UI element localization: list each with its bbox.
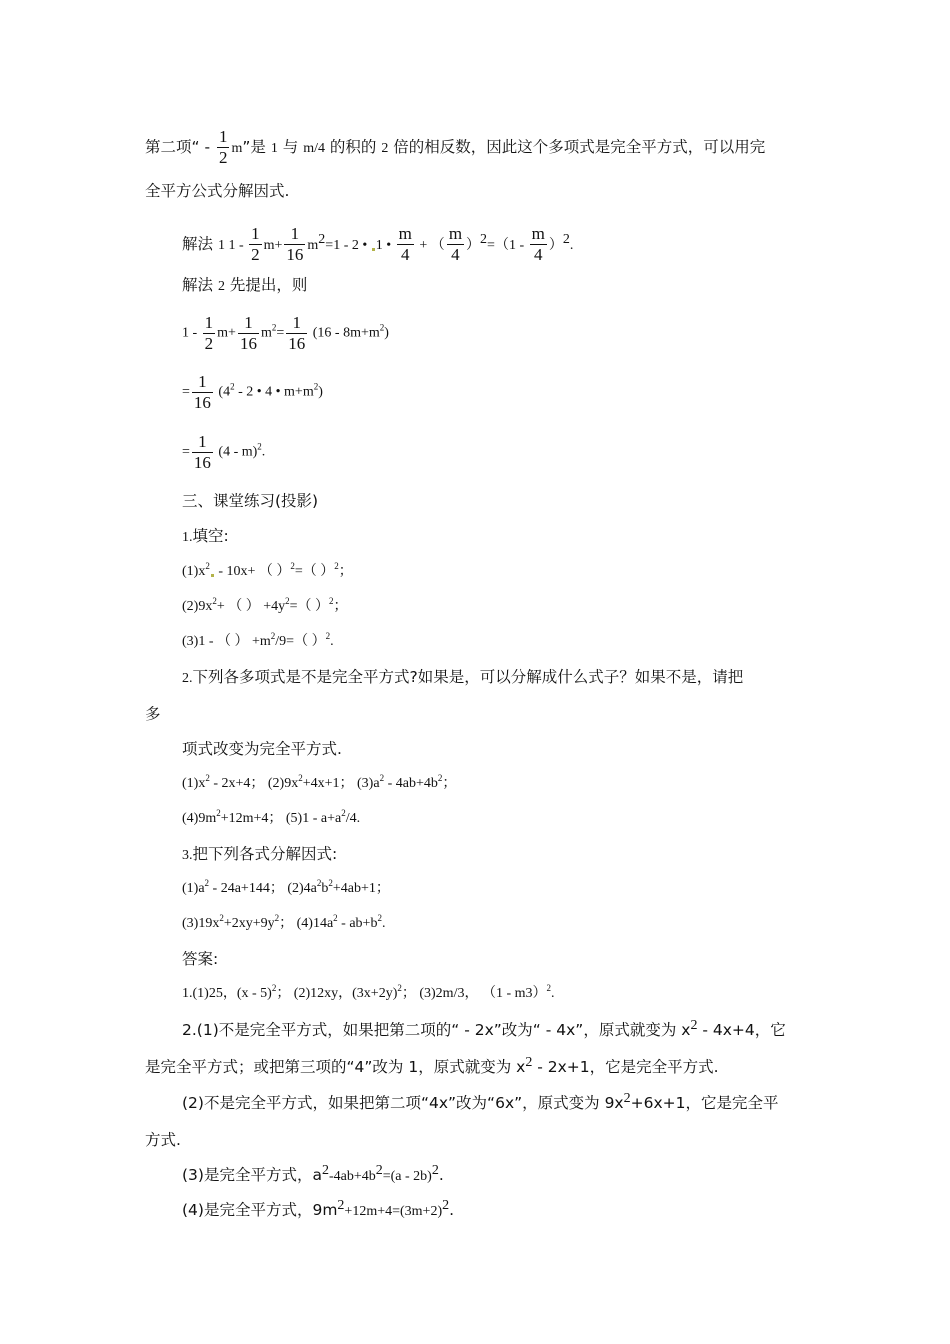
denominator: 2 bbox=[218, 148, 228, 167]
denominator: 16 bbox=[193, 453, 211, 472]
text-segment: 解法 bbox=[182, 276, 218, 294]
text-segment: 1.(1)25，(x - 5) bbox=[182, 986, 272, 1001]
numerator: 1 bbox=[292, 313, 302, 332]
denominator: 16 bbox=[239, 334, 257, 353]
text-segment: . bbox=[381, 916, 386, 931]
text-segment: = bbox=[182, 444, 190, 460]
text-segment: =（1 - bbox=[487, 238, 528, 253]
text-segment: ； bbox=[338, 564, 353, 579]
answer-2-1-line-2 bbox=[145, 1057, 719, 1077]
superscript: 2 bbox=[437, 773, 443, 783]
fraction bbox=[286, 313, 307, 354]
superscript: 2 bbox=[375, 1163, 383, 1178]
text-segment: 是完全平方式；或把第三项的“4”改为 1，原式就变为 x bbox=[145, 1058, 526, 1076]
numerator: 1 bbox=[198, 372, 207, 391]
method-1-line bbox=[182, 224, 573, 265]
text-segment: . bbox=[449, 1201, 455, 1219]
superscript: 2 bbox=[257, 441, 262, 452]
superscript: 2 bbox=[325, 631, 331, 641]
denominator: 16 bbox=[286, 245, 304, 264]
fraction bbox=[203, 313, 216, 354]
text-segment: 把下列各式分解因式: bbox=[192, 845, 338, 863]
numerator: 1 bbox=[251, 224, 260, 243]
text-segment: 先提出，则 bbox=[224, 276, 308, 294]
text-segment: ； (2)12xy，(3x+2y) bbox=[276, 986, 398, 1001]
text-segment: 1 • bbox=[375, 238, 395, 253]
text-segment: (1)x bbox=[182, 776, 206, 791]
superscript: 2 bbox=[546, 983, 552, 993]
text-segment: (4 bbox=[214, 384, 231, 400]
text-segment: = bbox=[182, 384, 190, 400]
answer-2-2-line-1 bbox=[182, 1093, 778, 1113]
text-segment: - ab+b bbox=[337, 916, 378, 931]
text-segment: + （ bbox=[415, 238, 445, 253]
denominator: 16 bbox=[193, 393, 211, 412]
text-segment: = bbox=[276, 325, 285, 341]
superscript: 2 bbox=[690, 1018, 698, 1033]
text-segment: - 2x+1，它是完全平方式. bbox=[532, 1058, 719, 1076]
superscript: 2 bbox=[318, 232, 326, 247]
superscript: 2 bbox=[431, 1163, 439, 1178]
method-2-title bbox=[182, 275, 307, 297]
superscript: 2 bbox=[204, 878, 210, 888]
fraction bbox=[192, 372, 213, 413]
text-segment: 1. bbox=[182, 530, 193, 545]
numerator: 1 bbox=[198, 432, 207, 451]
question-2-title-continued-2: 项式改变为完全平方式. bbox=[182, 740, 342, 758]
superscript: 2 bbox=[379, 322, 385, 333]
superscript: 2 bbox=[316, 878, 322, 888]
superscript: 2 bbox=[480, 232, 488, 247]
text-segment: ) bbox=[318, 384, 323, 400]
text-segment: =(a - 2b) bbox=[382, 1169, 432, 1184]
question-2-items-line-2 bbox=[182, 809, 360, 829]
superscript: 2 bbox=[216, 808, 221, 818]
question-2-title bbox=[182, 667, 743, 689]
text-segment: (1)x bbox=[182, 564, 206, 579]
text-segment: b bbox=[321, 881, 329, 896]
fraction bbox=[284, 224, 305, 265]
superscript: 2 bbox=[442, 1198, 450, 1213]
fraction bbox=[447, 224, 464, 265]
numerator: 1 bbox=[204, 313, 214, 332]
fraction bbox=[238, 313, 259, 354]
text-segment: =（ ） bbox=[294, 564, 335, 579]
question-3-items-line-2 bbox=[182, 914, 385, 934]
text-segment: 1 bbox=[270, 141, 278, 156]
text-segment: +6x+1，它是完全平 bbox=[630, 1094, 779, 1112]
text-segment: (16 - 8m+m bbox=[309, 325, 380, 341]
text-segment: /9=（ ） bbox=[275, 634, 326, 649]
superscript: 2 bbox=[230, 381, 235, 392]
numerator: m bbox=[448, 224, 463, 243]
superscript: 2 bbox=[328, 878, 333, 888]
method-2-step-3 bbox=[182, 432, 265, 473]
text-segment: ） bbox=[548, 238, 563, 253]
superscript: 2 bbox=[329, 596, 334, 606]
superscript: 2 bbox=[270, 631, 276, 641]
fraction bbox=[192, 432, 213, 473]
answers-title: 答案: bbox=[182, 950, 219, 968]
text-segment: +4ab+1； bbox=[332, 881, 390, 896]
section-3-title: 三、课堂练习(投影) bbox=[182, 492, 319, 510]
text-segment: 倍的相反数，因此这个多项式是完全平方式，可以用完 bbox=[388, 138, 766, 156]
superscript: 2 bbox=[205, 561, 210, 571]
question-3-items-line-1 bbox=[182, 879, 390, 899]
text-segment: 1 - bbox=[224, 238, 248, 253]
text-segment: 2. bbox=[182, 671, 193, 686]
text-segment: ) bbox=[384, 325, 389, 341]
denominator: 16 bbox=[288, 334, 306, 353]
superscript: 2 bbox=[298, 773, 303, 783]
text-segment: 2 bbox=[217, 279, 225, 294]
text-segment: 第二项“ - bbox=[145, 138, 215, 156]
fraction bbox=[249, 224, 262, 265]
question-1-item-2 bbox=[182, 597, 348, 617]
superscript: 2 bbox=[290, 561, 295, 571]
text-segment: m bbox=[307, 238, 319, 253]
text-segment: . bbox=[330, 634, 334, 649]
answer-2-4 bbox=[182, 1200, 454, 1222]
text-segment: /4. bbox=[345, 811, 361, 826]
text-segment: - 4ab+4b bbox=[384, 776, 438, 791]
text-segment: +12m+4； (5)1 - a+a bbox=[220, 811, 342, 826]
superscript: 2 bbox=[219, 913, 224, 923]
superscript: 2 bbox=[562, 232, 570, 247]
text-segment: 1 bbox=[217, 238, 225, 253]
text-segment: 1 - bbox=[182, 325, 201, 341]
superscript: 2 bbox=[271, 983, 277, 993]
superscript: 2 bbox=[341, 808, 346, 818]
text-segment: (2)不是完全平方式，如果把第二项“4x”改为“6x”，原式变为 9x bbox=[182, 1094, 624, 1112]
numerator: 1 bbox=[290, 224, 300, 243]
superscript: 2 bbox=[379, 773, 385, 783]
answer-2-2-line-2: 方式. bbox=[145, 1131, 181, 1149]
text-segment: 填空: bbox=[192, 527, 229, 545]
text-segment: - 24a+144； (2)4a bbox=[209, 881, 317, 896]
text-segment: m+ bbox=[217, 325, 236, 341]
superscript: 2 bbox=[271, 322, 277, 333]
text-segment: m bbox=[260, 325, 272, 341]
method-2-step-1 bbox=[182, 313, 389, 354]
fraction bbox=[217, 127, 230, 168]
superscript: 2 bbox=[321, 1163, 329, 1178]
superscript: 2 bbox=[285, 596, 290, 606]
superscript: 2 bbox=[313, 381, 319, 392]
superscript: 2 bbox=[525, 1055, 533, 1070]
numerator: m bbox=[531, 224, 545, 243]
text-segment: 2 bbox=[381, 141, 389, 156]
text-segment: ； bbox=[333, 599, 348, 614]
question-1-item-3 bbox=[182, 632, 334, 652]
text-segment: 解法 bbox=[182, 235, 218, 253]
denominator: 2 bbox=[251, 245, 260, 264]
superscript: 2 bbox=[397, 983, 402, 993]
text-segment: - 4x+4，它 bbox=[697, 1021, 786, 1039]
question-3-title bbox=[182, 844, 337, 866]
highlight-dot bbox=[211, 574, 214, 577]
text-segment: ； (3)2m/3， （1 - m3） bbox=[401, 986, 547, 1001]
text-segment: - 10x+ （ ） bbox=[214, 564, 291, 579]
superscript: 2 bbox=[334, 561, 339, 571]
denominator: 4 bbox=[447, 244, 464, 265]
text-segment: m bbox=[231, 141, 243, 156]
text-segment: (4 - m) bbox=[214, 444, 258, 460]
text-segment: . bbox=[261, 444, 266, 460]
superscript: 2 bbox=[337, 1198, 345, 1213]
text-segment: . bbox=[569, 238, 574, 253]
text-segment: (4)9m bbox=[182, 811, 217, 826]
answer-1 bbox=[182, 984, 555, 1004]
text-segment: 2.(1)不是完全平方式，如果把第二项的“ - 2x”改为“ - 4x”，原式就变为 x bbox=[182, 1021, 691, 1039]
text-segment: 的积的 bbox=[324, 138, 382, 156]
text-segment: (1)a bbox=[182, 881, 205, 896]
text-segment: 与 bbox=[277, 138, 304, 156]
text-segment: +12m+4=(3m+2) bbox=[344, 1204, 443, 1219]
text-segment: 3. bbox=[182, 848, 193, 863]
text-segment: +4x+1； (3)a bbox=[302, 776, 380, 791]
superscript: 2 bbox=[205, 773, 210, 783]
text-segment: (3)19x bbox=[182, 916, 220, 931]
question-1-title bbox=[182, 526, 229, 548]
text-segment: ； bbox=[442, 776, 457, 791]
question-1-item-1 bbox=[182, 562, 353, 582]
numerator: 1 bbox=[244, 313, 253, 332]
denominator: 2 bbox=[204, 334, 214, 353]
text-segment: +2xy+9y bbox=[223, 916, 275, 931]
numerator: m bbox=[398, 224, 412, 243]
highlight-dot bbox=[372, 248, 375, 251]
fraction bbox=[530, 224, 547, 265]
paragraph-1-line-1 bbox=[145, 127, 765, 168]
text-segment: m/4 bbox=[303, 141, 325, 156]
paragraph-1-line-2: 全平方公式分解因式. bbox=[145, 182, 290, 200]
answer-2-3 bbox=[182, 1165, 444, 1187]
text-segment: m+ bbox=[263, 238, 283, 253]
text-segment: (3)是完全平方式，a bbox=[182, 1166, 322, 1184]
superscript: 2 bbox=[623, 1091, 631, 1106]
text-segment: =（ ） bbox=[289, 599, 330, 614]
text-segment: (2)9x bbox=[182, 599, 213, 614]
superscript: 2 bbox=[333, 913, 338, 923]
numerator: 1 bbox=[218, 127, 228, 146]
superscript: 2 bbox=[274, 913, 280, 923]
text-segment: + （ ） +4y bbox=[216, 599, 286, 614]
text-segment: . bbox=[438, 1166, 444, 1184]
denominator: 4 bbox=[530, 244, 547, 265]
text-segment: -4ab+4b bbox=[328, 1169, 376, 1184]
denominator: 4 bbox=[397, 244, 414, 265]
method-2-step-2 bbox=[182, 372, 323, 413]
text-segment: 下列各多项式是不是完全平方式?如果是，可以分解成什么式子？如果不是，请把 bbox=[192, 668, 744, 686]
text-segment: (4)是完全平方式，9m bbox=[182, 1201, 338, 1219]
fraction bbox=[397, 224, 414, 265]
text-segment: - 2x+4； (2)9x bbox=[209, 776, 299, 791]
superscript: 2 bbox=[377, 913, 382, 923]
text-segment: - 2 • 4 • m+m bbox=[234, 384, 314, 400]
superscript: 2 bbox=[212, 596, 217, 606]
text-segment: ； (4)14a bbox=[279, 916, 334, 931]
text-segment: ） bbox=[466, 238, 481, 253]
question-2-items-line-1 bbox=[182, 774, 456, 794]
text-segment: (3)1 - （ ） +m bbox=[182, 634, 271, 649]
text-segment: =1 - 2 • bbox=[325, 238, 371, 253]
answer-2-1-line-1 bbox=[182, 1020, 786, 1040]
text-segment: ”是 bbox=[242, 138, 271, 156]
question-2-title-continued: 多 bbox=[145, 705, 161, 723]
text-segment: . bbox=[551, 986, 555, 1001]
